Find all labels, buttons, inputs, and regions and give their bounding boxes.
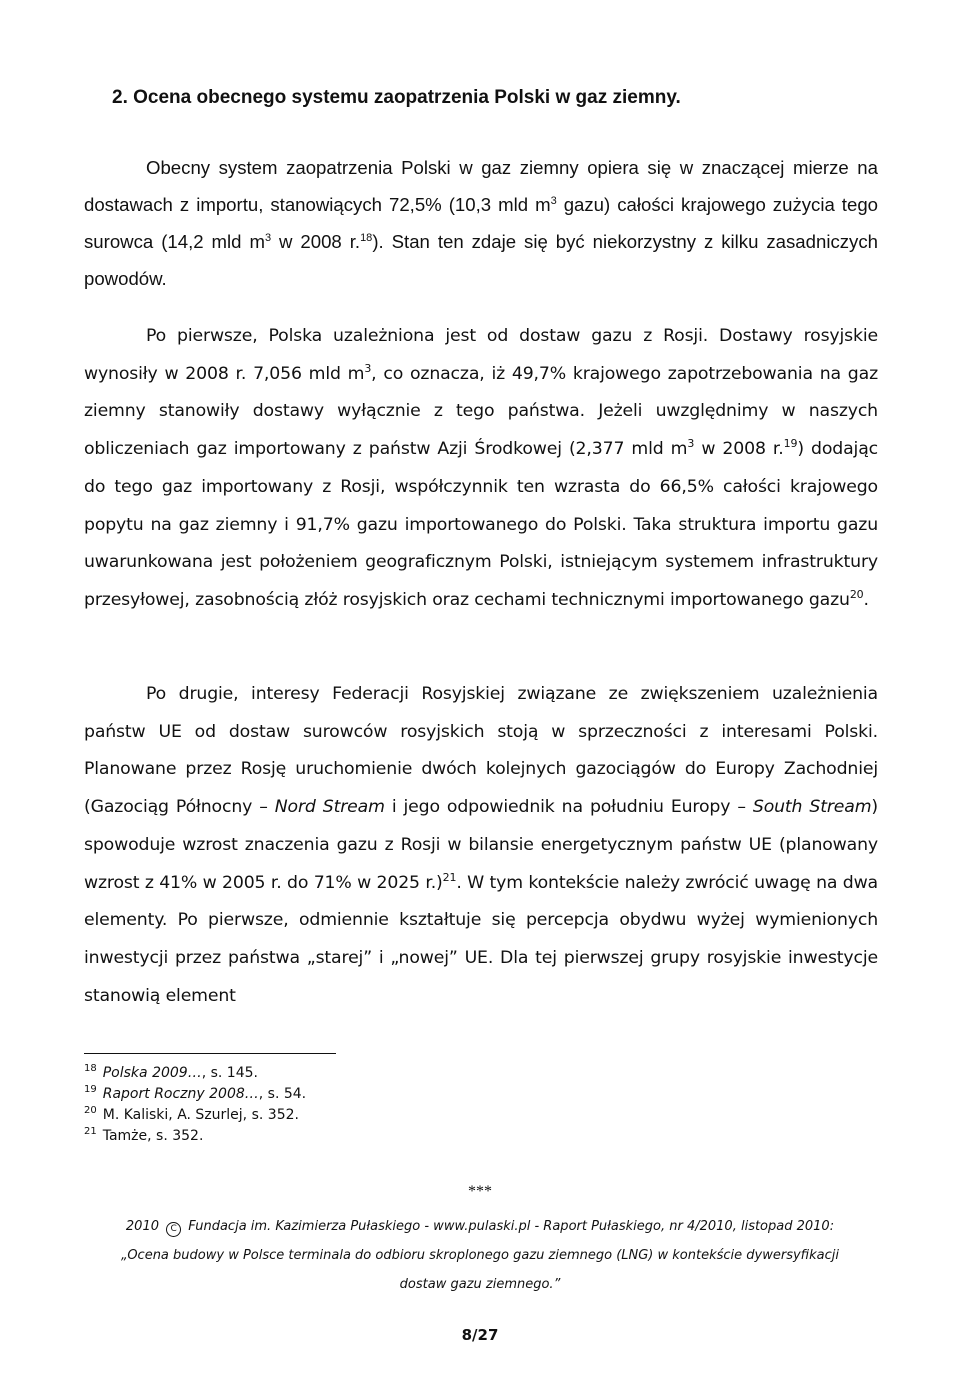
exponent-3: 3 xyxy=(364,361,372,375)
footnote-ref-19[interactable]: 19 xyxy=(783,437,798,451)
footer-line-3: dostaw gazu ziemnego.” xyxy=(399,1277,561,1292)
footnote-number: 20 xyxy=(84,1105,97,1116)
footnote-21 xyxy=(84,1126,684,1147)
footer-line-2: „Ocena budowy w Polsce terminala do odbioru skroplonego gazu ziemnego (LNG) w kontekście dywersyfikacji xyxy=(121,1248,839,1263)
paragraph1-text-3: w 2008 r. xyxy=(271,231,361,252)
footnote-text: , s. 54. xyxy=(258,1086,307,1102)
footnote-ref-21[interactable]: 21 xyxy=(442,870,457,884)
footer-year: 2010 xyxy=(125,1219,159,1234)
south-stream-name: South Stream xyxy=(752,797,872,818)
copyright-icon: C xyxy=(166,1222,181,1237)
paragraph2-text-3: w 2008 r. xyxy=(694,439,784,460)
paragraph1-text-2: gazu) całości krajowego zużycia tego surowca (14,2 mld m xyxy=(84,194,878,252)
page-footer xyxy=(60,1212,900,1299)
paragraph-dependence-on-russia xyxy=(84,318,878,620)
footnote-text: , s. 145. xyxy=(201,1065,258,1081)
footnote-number: 19 xyxy=(84,1084,97,1095)
paragraph2-text-5: . xyxy=(863,589,869,610)
paragraph1-text-4: ). Stan ten zdaje się być niekorzystny z kilku zasadniczych powodów. xyxy=(84,231,878,289)
footnote-ref-18[interactable]: 18 xyxy=(360,232,373,244)
footer-line-1 xyxy=(60,1212,900,1241)
paragraph-russian-interests xyxy=(84,676,878,1015)
footnote-title: Polska 2009… xyxy=(102,1065,202,1081)
paragraph3-text-4: . W tym kontekście należy zwrócić uwagę na dwa elementy. Po pierwsze, odmiennie kształtuje się percepcja obydwu wyżej wymienionych inwestycji przez państwa „starej” i „nowej” UE. Dla tej pierwszej grupy rosyjskie inwestycje stanowią element xyxy=(84,872,878,1006)
exponent-3: 3 xyxy=(264,232,272,244)
nord-stream-name: Nord Stream xyxy=(274,797,385,818)
page-number: 8/27 xyxy=(461,1326,499,1344)
footnote-number: 18 xyxy=(84,1063,97,1074)
paragraph1-text-1: Obecny system zaopatrzenia Polski w gaz ziemny opiera się w znaczącej mierze na dostawach z importu, stanowiących 72,5% (10,3 mld m xyxy=(84,157,878,215)
paragraph3-text-3: ) spowoduje wzrost znaczenia gazu z Rosji w bilansie energetycznym państw UE (planowany wzrost z 41% w 2005 r. do 71% w 2025 r.) xyxy=(84,797,878,893)
paragraph2-text-4: ) dodając do tego gaz importowany z Rosji, współczynnik ten wzrasta do 66,5% całości krajowego popytu na gaz ziemny i 91,7% gazu importowanego do Polski. Taka struktura importu gazu uwarunkowana jest położeniem geograficznym Polski, istniejącym systemem infrastruktury przesyłowej, zasobnością złóż rosyjskich oraz cechami technicznymi importowanego gazu xyxy=(84,439,878,610)
separator-stars: *** xyxy=(468,1183,492,1200)
footnote-19 xyxy=(84,1084,684,1105)
footnotes xyxy=(84,1063,684,1147)
footnote-separator xyxy=(84,1053,336,1054)
footnote-text: M. Kaliski, A. Szurlej, s. 352. xyxy=(102,1107,299,1123)
paragraph3-text-2: i jego odpowiednik na południu Europy – xyxy=(384,797,753,818)
footnote-18 xyxy=(84,1063,684,1084)
footnote-20 xyxy=(84,1105,684,1126)
paragraph2-text-2: , co oznacza, iż 49,7% krajowego zapotrzebowania na gaz ziemny stanowiły dostawy wyłącznie z tego państwa. Jeżeli uwzględnimy w naszych obliczeniach gaz importowany z państw Azji Środkowej (2,377 mld m xyxy=(84,363,878,460)
paragraph-import-structure xyxy=(84,149,878,297)
paragraph3-text-1: Po drugie, interesy Federacji Rosyjskiej związane ze zwiększeniem uzależnienia państw UE od dostaw surowców rosyjskich stoją w sprzeczności z interesami Polski. Planowane przez Rosję uruchomienie dwóch kolejnych gazociągów do Europy Zachodniej (Gazociąg Północny – xyxy=(84,684,878,818)
exponent-3: 3 xyxy=(550,195,557,207)
footnote-title: Raport Roczny 2008… xyxy=(102,1086,259,1102)
section-heading: 2. Ocena obecnego systemu zaopatrzenia Polski w gaz ziemny. xyxy=(112,87,681,108)
footnote-number: 21 xyxy=(84,1126,97,1137)
footnote-text: Tamże, s. 352. xyxy=(102,1128,204,1144)
paragraph2-text-1: Po pierwsze, Polska uzależniona jest od dostaw gazu z Rosji. Dostawy rosyjskie wynosiły w 2008 r. 7,056 mld m xyxy=(84,326,878,384)
exponent-3: 3 xyxy=(687,437,695,451)
footnote-ref-20[interactable]: 20 xyxy=(849,587,864,601)
footer-publisher[interactable]: Fundacja im. Kazimierza Pułaskiego - www.pulaski.pl - Raport Pułaskiego, nr 4/2010, listopad 2010: xyxy=(188,1219,835,1234)
